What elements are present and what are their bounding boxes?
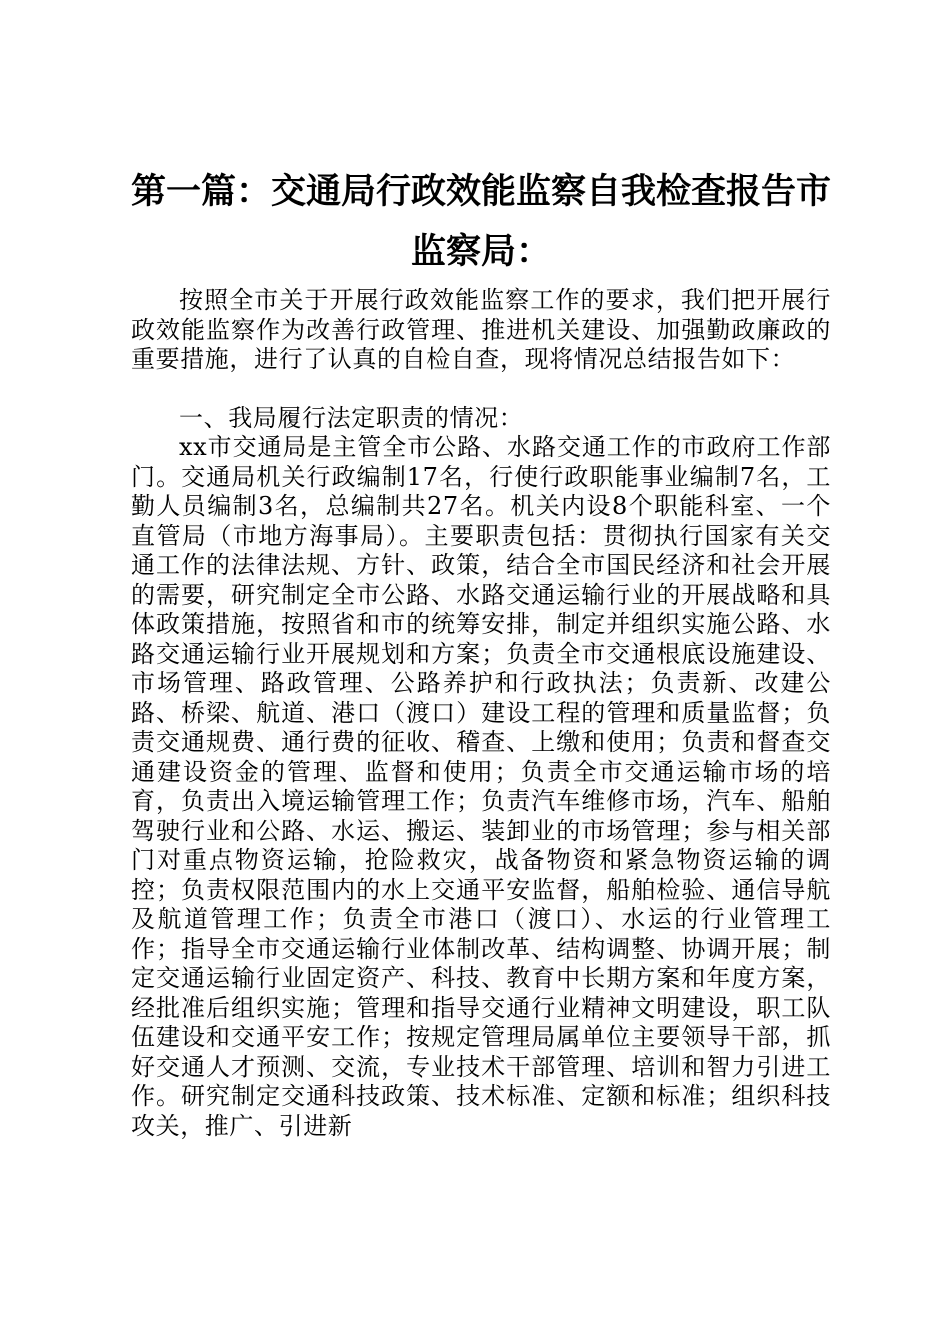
main-paragraph: xx市交通局是主管全市公路、水路交通工作的市政府工作部门。交通局机关行政编制17名，行使行政职能事业编制7名，工勤人员编制3名，总编制共27名。机关内设8个职能科室、一个直管局（市地方海事局）。主要职责包括：贯彻执行国家有关交通工作的法律法规、方针、政策，结合全市国民经济和社会开展的需要，研究制定全市公路、水路交通运输行业的开展战略和具体政策措施，按照省和市的统筹安排，制定并组织实施公路、水路交通运输行业开展规划和方案；负责全市交通根底设施建设、市场管理、路政管理、公路养护和行政执法；负责新、改建公路、桥梁、航道、港口（渡口）建设工程的管理和质量监督；负责交通规费、通行费的征收、稽查、上缴和使用；负责和督查交通建设资金的管理、监督和使用；负责全市交通运输市场的培育，负责出入境运输管理工作；负责汽车维修市场，汽车、船舶驾驶行业和公路、水运、搬运、装卸业的市场管理；参与相关部门对重点物资运输，抢险救灾，战备物资和紧急物资运输的调控；负责权限范围内的水上交通平安监督，船舶检验、通信导航及航道管理工作；负责全市港口（渡口）、水运的行业管理工作；指导全市交通运输行业体制改革、结构调整、协调开展；制定交通运输行业固定资产、科技、教育中长期方案和年度方案，经批准后组织实施；管理和指导交通行业精神文明建设，职工队伍建设和交通平安工作；按规定管理局属单位主要领导干部，抓好交通人才预测、交流，专业技术干部管理、培训和智力引进工作。研究制定交通科技政策、技术标准、定额和标准；组织科技攻关，推广、引进新 [131, 433, 831, 1140]
document-title-line1: 第一篇：交通局行政效能监察自我检查报告市 [131, 172, 832, 212]
intro-paragraph: 按照全市关于开展行政效能监察工作的要求，我们把开展行政效能监察作为改善行政管理、推进机关建设、加强勤政廉政的重要措施，进行了认真的自检自查，现将情况总结报告如下： [131, 286, 831, 373]
document-page [131, 150, 831, 1141]
section-heading: 一、我局履行法定职责的情况： [179, 403, 524, 432]
document-title-line2: 监察局： [410, 232, 551, 272]
